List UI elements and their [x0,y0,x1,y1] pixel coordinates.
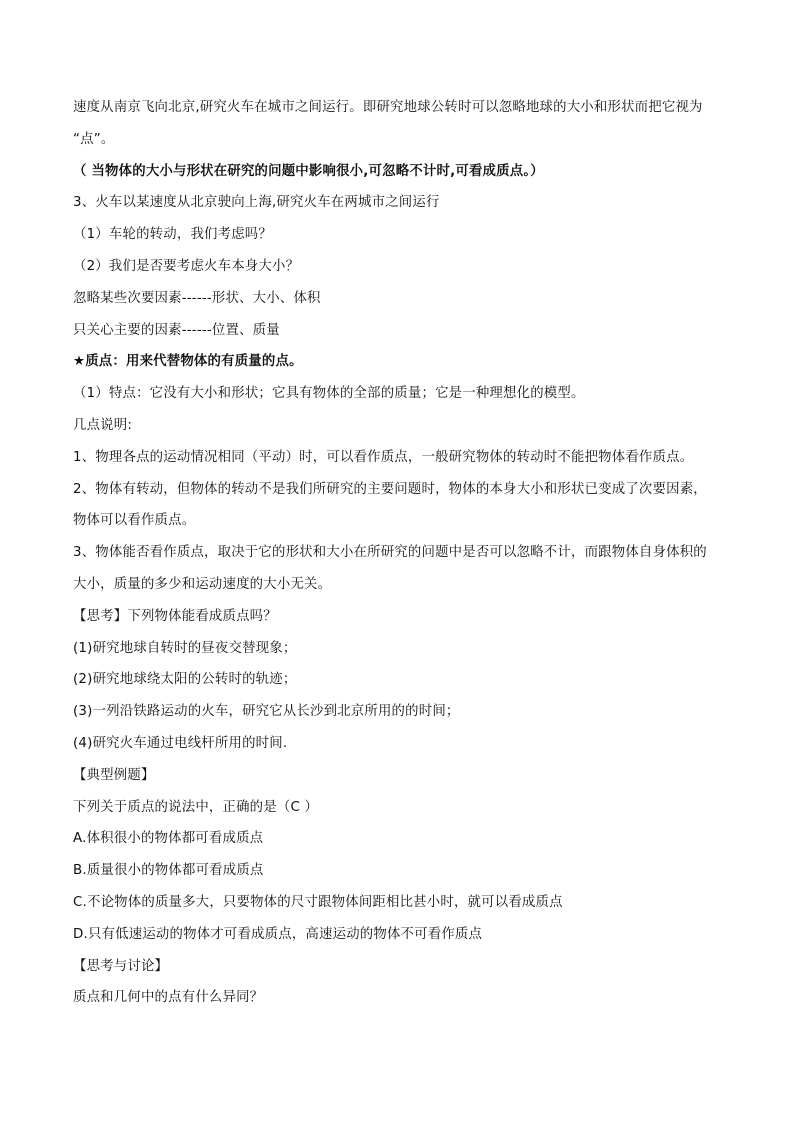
note-line-2: 2、物体有转动，但物体的转动不是我们所研究的主要问题时，物体的本身大小和形状已变成了次要因素， [73,481,707,497]
option-a: A.体积很小的物体都可看成质点 [73,831,264,847]
option-d: D.只有低速运动的物体才可看成质点，高速运动的物体不可看作质点 [73,926,483,942]
text-line-4: 3、火车以某速度从北京驶向上海,研究火车在两城市之间运行 [73,195,440,211]
bold-note-line: （ 当物体的大小与形状在研究的问题中影响很小,可忽略不计时,可看成质点。） [73,163,544,179]
document-body [73,98,733,1020]
question-line-2: （2）我们是否要考虑火车本身大小？ [73,258,300,274]
example-heading: 【典型例题】 [73,767,155,783]
text-line-7: 忽略某些次要因素------形状、大小、体积 [73,290,321,306]
definition-line: ★质点：用来代替物体的有质量的点。 [73,354,303,370]
note-line-2-continued: 物体可以看作质点。 [73,513,196,529]
notes-heading: 几点说明: [73,417,133,433]
option-b: B.质量很小的物体都可看成质点 [73,863,264,879]
thinking-item-2: (2)研究地球绕太阳的公转时的轨迹； [73,672,297,688]
thinking-item-1: (1)研究地球自转时的昼夜交替现象； [73,640,297,656]
text-line-1: 速度从南京飞向北京,研究火车在城市之间运行。即研究地球公转时可以忽略地球的大小和形状而把它视为 [73,100,703,115]
question-line-1: （1）车轮的转动，我们考虑吗？ [73,227,272,243]
text-line-8: 只关心主要的因素------位置、质量 [73,322,280,338]
discussion-heading: 【思考与讨论】 [73,958,169,974]
feature-line: （1）特点：它没有大小和形状；它具有物体的全部的质量；它是一种理想化的模型。 [73,386,585,402]
thinking-heading: 【思考】下列物体能看成质点吗？ [73,608,277,624]
note-line-3: 3、物体能否看作质点，取决于它的形状和大小在所研究的问题中是否可以忽略不计，而跟物体自身体积的 [73,545,707,561]
thinking-item-4: (4)研究火车通过电线杆所用的时间. [73,735,288,751]
option-c: C.不论物体的质量多大，只要物体的尺寸跟物体间距相比甚小时，就可以看成质点 [73,894,563,910]
note-line-1: 1、物理各点的运动情况相同（平动）时，可以看作质点，一般研究物体的转动时不能把物体看作质点。 [73,449,694,465]
note-line-3-continued: 大小，质量的多少和运动速度的大小无关。 [73,576,332,592]
text-line-2: “点”。 [73,131,115,147]
thinking-item-3: (3)一列沿铁路运动的火车，研究它从长沙到北京所用的的时间； [73,704,460,720]
example-question: 下列关于质点的说法中，正确的是（C ） [73,799,319,815]
discussion-question: 质点和几何中的点有什么异同？ [73,990,264,1006]
